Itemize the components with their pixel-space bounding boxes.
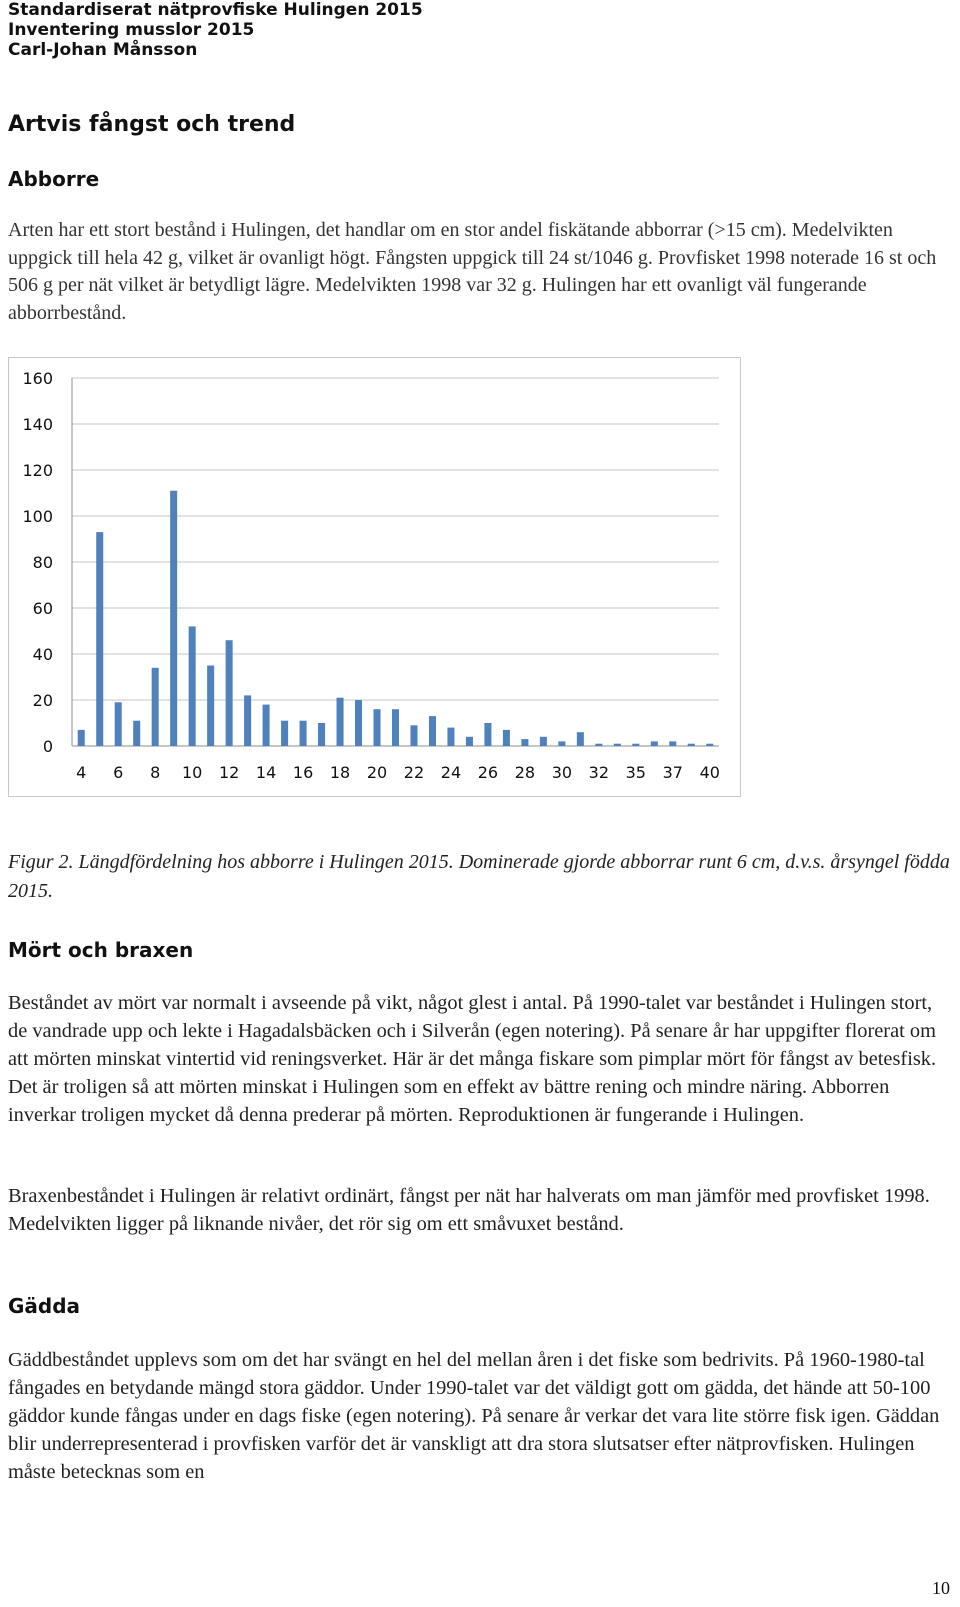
x-tick-label: 10 [181, 763, 203, 782]
bar [281, 721, 288, 746]
x-tick-label: 12 [218, 763, 240, 782]
bar [374, 709, 381, 746]
x-tick-label: 16 [292, 763, 314, 782]
bar [133, 721, 140, 746]
x-tick-label: 22 [403, 763, 425, 782]
bar [614, 744, 621, 746]
bar [115, 702, 122, 746]
y-tick-label: 140 [22, 415, 53, 434]
page-number: 10 [932, 1578, 950, 1598]
x-tick-label: 37 [662, 763, 683, 782]
section-title: Artvis fångst och trend [8, 112, 296, 137]
bar [540, 737, 547, 746]
bar [429, 716, 436, 746]
mort-heading: Mört och braxen [8, 938, 194, 962]
bar [466, 737, 473, 746]
mort-paragraph-1: Beståndet av mört var normalt i avseende på vikt, något glest i antal. På 1990-talet var beståndet i Hulingen stort, de vandrade upp och lekte i Hagadalsbäcken och i Silverån (egen notering). På senare år har uppgifter florerat om att mörten minskat vintertid vid reningsverket. Här är det många fiskare som pimplar mört för fångst av betesfisk. Det är troligen så att mörten minskat i Hulingen som en effekt av bättre rening och mindre näring. Abborren inverkar troligen mycket då denna prederar på mörten. Reproduktionen är fungerande i Hulingen. [8, 992, 937, 1126]
length-distribution-chart [8, 357, 741, 797]
x-tick-label: 24 [440, 763, 462, 782]
bar [484, 723, 491, 746]
gadda-heading: Gädda [8, 1294, 81, 1318]
x-tick-label: 40 [699, 763, 720, 782]
y-tick-label: 20 [32, 691, 53, 710]
bar [263, 705, 270, 746]
x-tick-label: 14 [255, 763, 277, 782]
bar [152, 668, 159, 746]
bar [226, 640, 233, 746]
bar [337, 698, 344, 746]
bar [651, 741, 658, 746]
chart-svg [9, 358, 740, 796]
x-tick-label: 26 [477, 763, 499, 782]
y-tick-label: 120 [22, 461, 53, 480]
bar [632, 744, 639, 746]
y-tick-label: 100 [22, 507, 53, 526]
x-tick-label: 6 [113, 763, 124, 782]
x-tick-label: 18 [329, 763, 351, 782]
y-tick-label: 0 [42, 737, 53, 756]
x-tick-label: 30 [551, 763, 573, 782]
header-line-3: Carl-Johan Månsson [8, 40, 198, 60]
x-tick-label: 35 [625, 763, 646, 782]
bar [521, 739, 528, 746]
abborre-heading: Abborre [8, 167, 100, 191]
gadda-paragraph: Gäddbeståndet upplevs som om det har svängt en hel del mellan åren i det fiske som bedrivits. På 1960-1980-tal fångades en betydande mängd stora gäddor. Under 1990-talet var det väldigt gott om gädda, det hände att 50-100 gäddor kunde fångas under en dags fiske (egen notering). På senare år verkar det vara lite större fisk igen. Gäddan blir underrepresenterad i provfisken varför det är vanskligt att dra stora slutsatser efter nätprovfisken. Hulingen måste betecknas som en [8, 1349, 940, 1483]
bar [96, 532, 103, 746]
bar [318, 723, 325, 746]
figure-caption: Figur 2. Längdfördelning hos abborre i Hulingen 2015. Dominerade gjorde abborrar runt 6 cm, d.v.s. årsyngel födda 2015. [8, 851, 950, 902]
bar [207, 666, 214, 747]
bar [244, 695, 251, 746]
bar [558, 741, 565, 746]
bar [447, 728, 454, 746]
x-tick-label: 32 [588, 763, 610, 782]
y-tick-label: 80 [32, 553, 53, 572]
bar [669, 741, 676, 746]
bar [410, 725, 417, 746]
header-line-1: Standardiserat nätprovfiske Hulingen 2015 [8, 0, 423, 20]
bar [392, 709, 399, 746]
bar [688, 744, 695, 746]
bar [355, 700, 362, 746]
mort-paragraph-2: Braxenbeståndet i Hulingen är relativt ordinärt, fångst per nät har halverats om man jämför med provfisket 1998. Medelvikten ligger på liknande nivåer, det rör sig om ett småvuxet bestånd. [8, 1185, 930, 1235]
bar [170, 491, 177, 746]
bar [595, 744, 602, 746]
x-tick-label: 28 [514, 763, 536, 782]
x-tick-label: 8 [150, 763, 161, 782]
bar [78, 730, 85, 746]
header-line-2: Inventering musslor 2015 [8, 20, 255, 40]
bar [706, 744, 713, 746]
bar [503, 730, 510, 746]
bar [577, 732, 584, 746]
x-tick-label: 4 [76, 763, 87, 782]
y-tick-label: 60 [32, 599, 53, 618]
bar [300, 721, 307, 746]
y-tick-label: 160 [22, 369, 53, 388]
abborre-paragraph: Arten har ett stort bestånd i Hulingen, det handlar om en stor andel fiskätande abborrar (>15 cm). Medelvikten uppgick till hela 42 g, vilket är ovanligt högt. Fångsten uppgick till 24 st/1046 g. Provfisket 1998 noterade 16 st och 506 g per nät vilket är betydligt lägre. Medelvikten 1998 var 32 g. Hulingen har ett ovanligt väl fungerande abborrbestånd. [8, 219, 937, 324]
y-tick-label: 40 [32, 645, 53, 664]
bar [189, 626, 196, 746]
x-tick-label: 20 [366, 763, 388, 782]
